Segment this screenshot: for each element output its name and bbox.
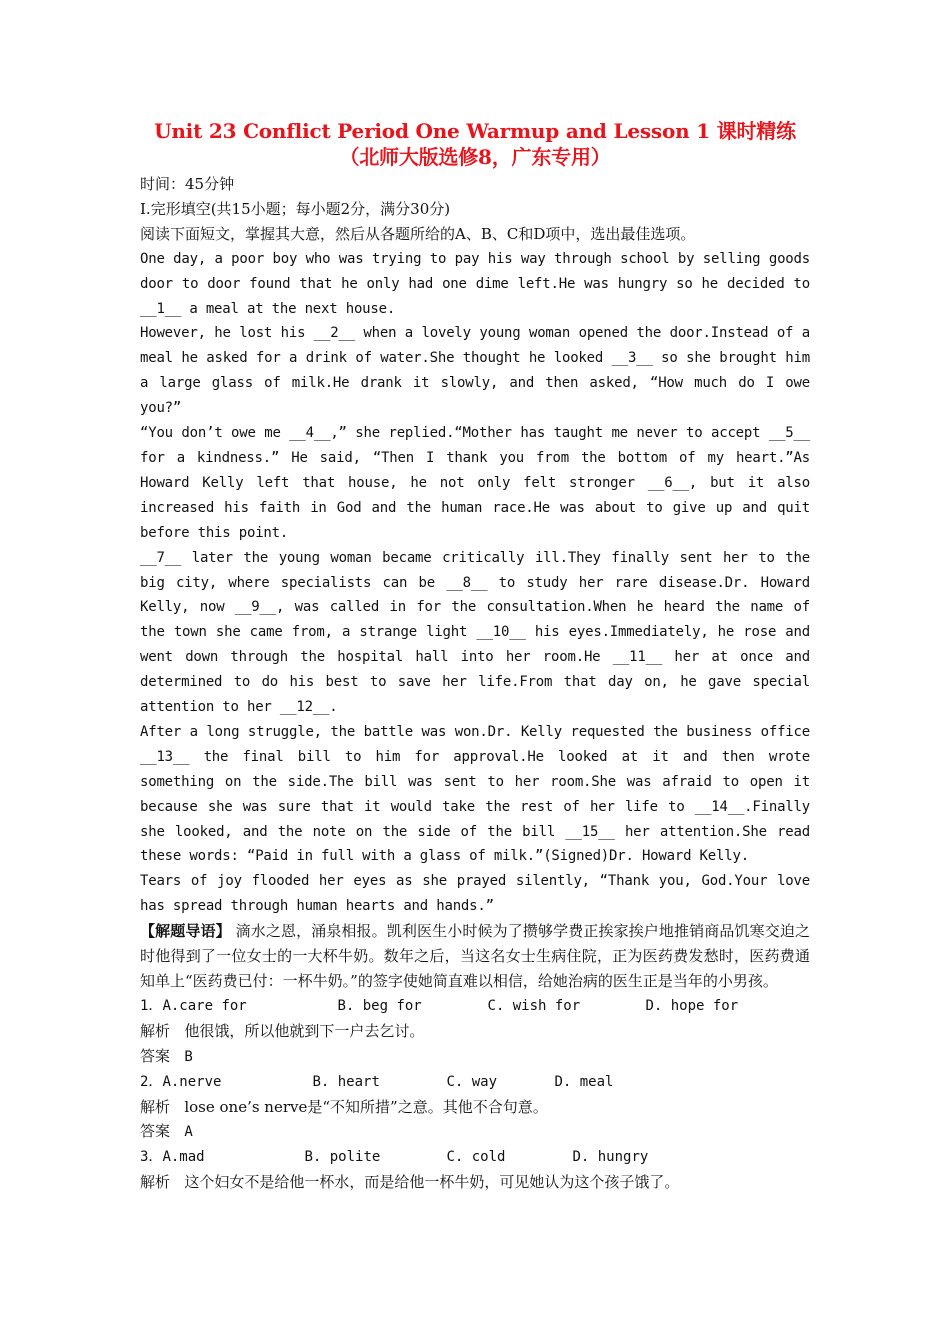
question-options xyxy=(140,994,810,1019)
option-a: A.care for xyxy=(162,997,247,1014)
option-a: A.nerve xyxy=(162,1073,222,1090)
passage-paragraph: After a long struggle, the battle was won.Dr. Kelly requested the business office __13__ the final bill to him for approval.He looked at it and then wrote something on the side.The bill was sent to her room.She was afraid to open it because she was sure that it would take the rest of her life to __14__.Finally she looked, and the note on the side of the bill __15__ her attention.She read these words: “Paid in full with a glass of milk.”(Signed)Dr. Howard Kelly. xyxy=(140,723,810,865)
question-options xyxy=(140,1145,810,1170)
analysis-label: 解析 xyxy=(140,1173,171,1192)
instruction-text: 阅读下面短文，掌握其大意，然后从各题所给的A、B、C和D项中，选出最佳选项。 xyxy=(140,224,696,243)
option-c: C. wish for xyxy=(487,997,581,1014)
answer-value: B xyxy=(184,1048,193,1065)
analysis-text: lose one’s nerve是“不知所措”之意。其他不合句意。 xyxy=(184,1097,548,1116)
option-c: C. cold xyxy=(446,1149,506,1166)
passage-paragraph: __7__ later the young woman became critically ill.They finally sent her to the big city, where specialists can be __8__ to study her rare disease.Dr. Howard Kelly, now __9__, was called in for the consultation.When he heard the name of the town she came from, a strange light __10__ his eyes.Immediately, he rose and went down through the hospital hall into her room.He __11__ her at once and determined to do his best to save her life.From that day on, he gave special attention to her __12__. xyxy=(140,549,810,716)
solution-guide xyxy=(140,919,810,994)
time-limit: 时间：45分钟 xyxy=(140,175,235,193)
guide-text: 滴水之恩，涌泉相报。凯利医生小时候为了攒够学费正挨家挨户地推销商品饥寒交迫之时他得到了一位女士的一大杯牛奶。数年之后，当这名女士生病住院，正为医药费发愁时，医药费通知单上“医药费已付：一杯牛奶。”的签字使她简直难以相信，给她治病的医生正是当年的小男孩。 xyxy=(140,922,810,990)
analysis-text: 他很饿，所以他就到下一户去乞讨。 xyxy=(184,1021,425,1040)
question-number: 1． xyxy=(140,997,163,1014)
passage-paragraph: Tears of joy flooded her eyes as she prayed silently, “Thank you, God.Your love has spread through human hearts and hands.” xyxy=(140,873,810,915)
analysis-line xyxy=(140,1170,810,1195)
option-b: B. beg for xyxy=(337,997,422,1014)
question-options xyxy=(140,1070,810,1095)
answer-line xyxy=(140,1119,810,1145)
answer-label: 答案 xyxy=(140,1122,171,1141)
answer-line xyxy=(140,1044,810,1070)
analysis-label: 解析 xyxy=(140,1097,171,1116)
passage-paragraph: However, he lost his __2__ when a lovely young woman opened the door.Instead of a meal he asked for a drink of water.She thought he looked __3__ so she brought him a large glass of milk.He drank it slowly, and then asked, “How much do I owe you?” xyxy=(140,325,810,417)
option-d: D. hope for xyxy=(645,997,739,1014)
document-page xyxy=(140,118,810,1195)
option-d: D. meal xyxy=(554,1073,614,1090)
passage-paragraph: One day, a poor boy who was trying to pay his way through school by selling goods door to door found that he only had one dime left.He was hungry so he decided to __1__ a meal at the next house. xyxy=(140,250,810,317)
question-number: 3． xyxy=(140,1149,163,1166)
analysis-label: 解析 xyxy=(140,1021,171,1040)
option-c: C. way xyxy=(446,1073,498,1090)
section-heading: Ⅰ.完形填空(共15小题；每小题2分，满分30分) xyxy=(140,199,451,218)
option-b: B. polite xyxy=(304,1149,381,1166)
answer-label: 答案 xyxy=(140,1046,171,1065)
option-d: D. hungry xyxy=(572,1149,649,1166)
analysis-line xyxy=(140,1095,810,1120)
analysis-line xyxy=(140,1019,810,1044)
answer-value: A xyxy=(184,1124,193,1141)
option-a: A.mad xyxy=(162,1149,205,1166)
question-number: 2． xyxy=(140,1073,163,1090)
document-title: Unit 23 Conflict Period One Warmup and Lesson 1 课时精练（北师大版选修8，广东专用） xyxy=(154,119,796,169)
guide-label: 【解题导语】 xyxy=(140,922,231,941)
analysis-text: 这个妇女不是给他一杯水，而是给他一杯牛奶，可见她认为这个孩子饿了。 xyxy=(184,1173,680,1192)
passage-paragraph: “You don’t owe me __4__,” she replied.“Mother has taught me never to accept __5__ for a kindness.” He said, “Then I thank you from the bottom of my heart.”As Howard Kelly left that house, he not only felt stronger __6__, but it also increased his faith in God and the human race.He was about to give up and quit before this point. xyxy=(140,425,810,541)
option-b: B. heart xyxy=(312,1073,380,1090)
